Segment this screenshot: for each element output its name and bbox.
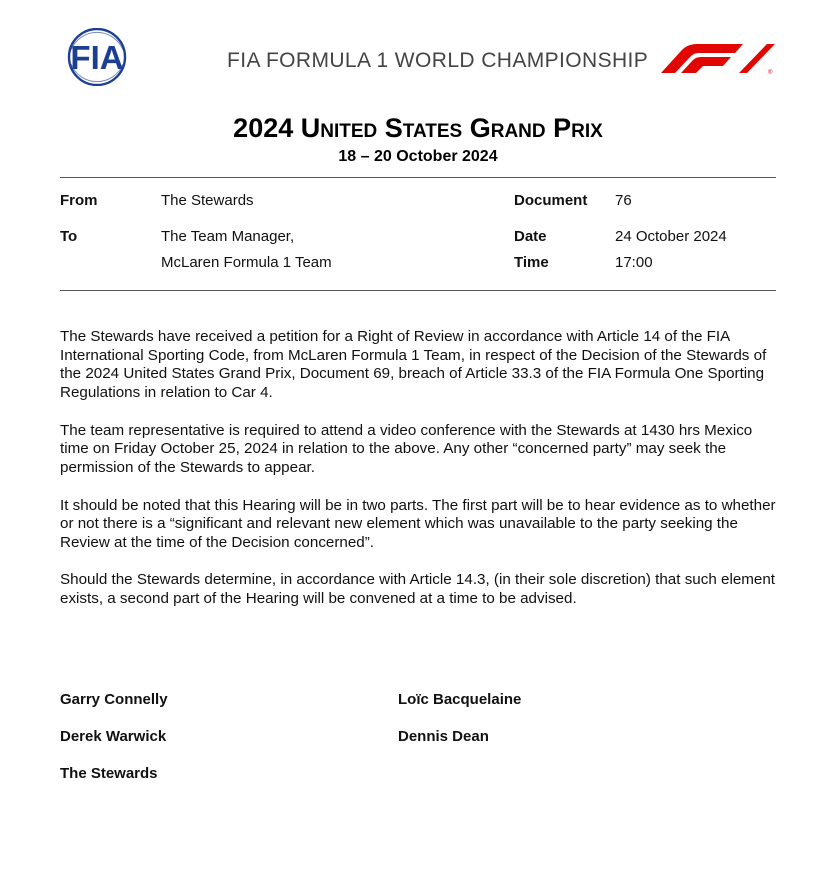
document-body: [60, 328, 780, 628]
time-label: Time: [514, 254, 549, 271]
body-paragraph: Should the Stewards determine, in accordance with Article 14.3, (in their sole discretion) that such element exists, a second part of the Hearing will be convened at a time to be advised.: [60, 571, 776, 608]
to-value-line1: The Team Manager,: [161, 228, 295, 245]
body-paragraph: The Stewards have received a petition for a Right of Review in accordance with Article 14 of the FIA International Sporting Code, from McLaren Formula 1 Team, in respect of the Decision of the Stewards of the 2024 United States Grand Prix, Document 69, breach of Article 33.3 of the FIA Formula One Sporting Regulations in relation to Car 4.: [60, 328, 767, 402]
from-value: The Stewards: [161, 192, 254, 209]
divider-top: [60, 177, 776, 178]
title-event: United States Grand Prix: [300, 113, 603, 143]
body-paragraph: The team representative is required to attend a video conference with the Stewards at 1430 hrs Mexico time on Friday October 25, 2024 in relation to the above. Any other “concerned party” may seek the permission of the Stewards to appear.: [60, 421, 753, 477]
document-label: Document: [514, 192, 588, 209]
championship-heading: FIA FORMULA 1 WORLD CHAMPIONSHIP: [227, 49, 649, 72]
steward-name: Dennis Dean: [398, 728, 489, 745]
steward-name: Loïc Bacquelaine: [398, 691, 522, 708]
to-value-line2: McLaren Formula 1 Team: [161, 254, 332, 271]
signature-closing: The Stewards: [60, 765, 158, 782]
date-value: 24 October 2024: [615, 228, 727, 245]
document-value: 76: [615, 192, 632, 209]
title-year: 2024: [233, 113, 294, 143]
divider-bottom: [60, 290, 776, 291]
date-label: Date: [514, 228, 547, 245]
svg-text:®: ®: [768, 70, 773, 75]
steward-name: Garry Connelly: [60, 691, 168, 708]
to-label: To: [60, 228, 78, 245]
body-paragraph: It should be noted that this Hearing will be in two parts. The first part will be to hear evidence as to whether or not there is a “significant and relevant new element which was unavailable to the party seeking the Review at the time of the Decision concerned”.: [60, 496, 776, 551]
fia-logo: [58, 28, 140, 86]
f1-logo: [659, 41, 777, 75]
event-dates: 18 – 20 October 2024: [338, 148, 498, 165]
fia-logo-text: FIA: [70, 39, 124, 76]
from-label: From: [60, 192, 98, 209]
steward-name: Derek Warwick: [60, 728, 167, 745]
time-value: 17:00: [615, 254, 653, 271]
page-title: [0, 113, 836, 144]
